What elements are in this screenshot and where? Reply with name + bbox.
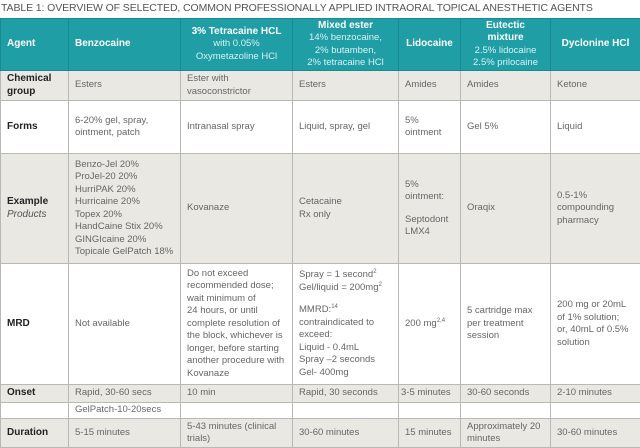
cell: GelPatch-10-20secs (69, 403, 181, 419)
header-eutectic: Eutectic mixture 2.5% lidocaine 2.5% prilocaine (461, 19, 551, 71)
cell: Liquid, spray, gel (293, 101, 399, 154)
cell: 5-43 minutes (clinical trials) (181, 419, 293, 448)
cell: 5-15 minutes (69, 419, 181, 448)
cell: 5% ointment (399, 101, 461, 154)
row-label: Forms (1, 101, 69, 154)
row-label (1, 403, 69, 419)
cell: 10 min (181, 385, 293, 403)
cell (181, 403, 293, 419)
cell: Esters (69, 71, 181, 101)
cell: Not available (69, 264, 181, 385)
row-label: MRD (1, 264, 69, 385)
row-chemical-group (1, 71, 640, 101)
cell: Liquid (551, 101, 640, 154)
cell: Esters (293, 71, 399, 101)
cell: Gel 5% (461, 101, 551, 154)
cell: 2-10 minutes (551, 385, 640, 403)
table-title: TABLE 1: OVERVIEW OF SELECTED, COMMON PROFESSIONALLY APPLIED INTRAORAL TOPICAL ANESTHETIC AGENTS (0, 0, 640, 18)
cell: 30-60 seconds (461, 385, 551, 403)
cell: 30-60 minutes (551, 419, 640, 448)
cell: 5% ointment: Septodont LMX4 (399, 154, 461, 264)
cell: 5 cartridge max per treatment session (461, 264, 551, 385)
cell: Ketone (551, 71, 640, 101)
header-tetracaine: 3% Tetracaine HCL with 0.05% Oxymetazoline HCl (181, 19, 293, 71)
row-label: Onset (1, 385, 69, 403)
row-label: Chemical group (1, 71, 69, 101)
anesthetic-agents-table (0, 18, 640, 448)
cell: 200 mg or 20mL of 1% solution; or, 40mL of 0.5% solution (551, 264, 640, 385)
row-label: Duration (1, 419, 69, 448)
cell: 3-5 minutes (399, 385, 461, 403)
header-dyclonine: Dyclonine HCl (551, 19, 640, 71)
cell: Ester with vasoconstrictor (181, 71, 293, 101)
cell: Intranasal spray (181, 101, 293, 154)
cell: Cetacaine Rx only (293, 154, 399, 264)
cell (461, 403, 551, 419)
header-benzocaine: Benzocaine (69, 19, 181, 71)
row-duration (1, 419, 640, 448)
row-onset-extra (1, 403, 640, 419)
cell: Oraqix (461, 154, 551, 264)
row-label: Example Products (1, 154, 69, 264)
cell: 15 minutes (399, 419, 461, 448)
row-onset (1, 385, 640, 403)
cell: Benzo-Jel 20% ProJel-20 20% HurriPAK 20% Hurricaine 20% Topex 20% HandCaine Stix 20% GINGIcaine 20% Topicale GelPatch 18% (69, 154, 181, 264)
header-mixed-ester: Mixed ester 14% benzocaine, 2% butamben, 2% tetracaine HCl (293, 19, 399, 71)
row-example-products (1, 154, 640, 264)
cell: 6-20% gel, spray, ointment, patch (69, 101, 181, 154)
header-lidocaine: Lidocaine (399, 19, 461, 71)
header-agent: Agent (1, 19, 69, 71)
cell (293, 403, 399, 419)
cell: Amides (399, 71, 461, 101)
cell: Spray = 1 second$^2$ Gel/liquid = $200mg^2$ MMRD:$^{14}$ contraindicated to exceed: Liquid - 0.4mL Spray –2 seconds Gel- 400mg (293, 264, 399, 385)
cell (551, 403, 640, 419)
cell: Rapid, 30 seconds (293, 385, 399, 403)
cell: 200 mg$^{2,4}$ (399, 264, 461, 385)
header-row (1, 19, 640, 71)
cell (399, 403, 461, 419)
cell: Kovanaze (181, 154, 293, 264)
cell: Rapid, 30-60 secs (69, 385, 181, 403)
cell: Do not exceed recommended dose; wait minimum of 24 hours, or until complete resolution of the block, whichever is longer, before starting another procedure with Kovanaze (181, 264, 293, 385)
row-forms (1, 101, 640, 154)
cell: 30-60 minutes (293, 419, 399, 448)
cell: Amides (461, 71, 551, 101)
row-mrd (1, 264, 640, 385)
cell: Approximately 20 minutes (461, 419, 551, 448)
cell: 0.5-1% compounding pharmacy (551, 154, 640, 264)
